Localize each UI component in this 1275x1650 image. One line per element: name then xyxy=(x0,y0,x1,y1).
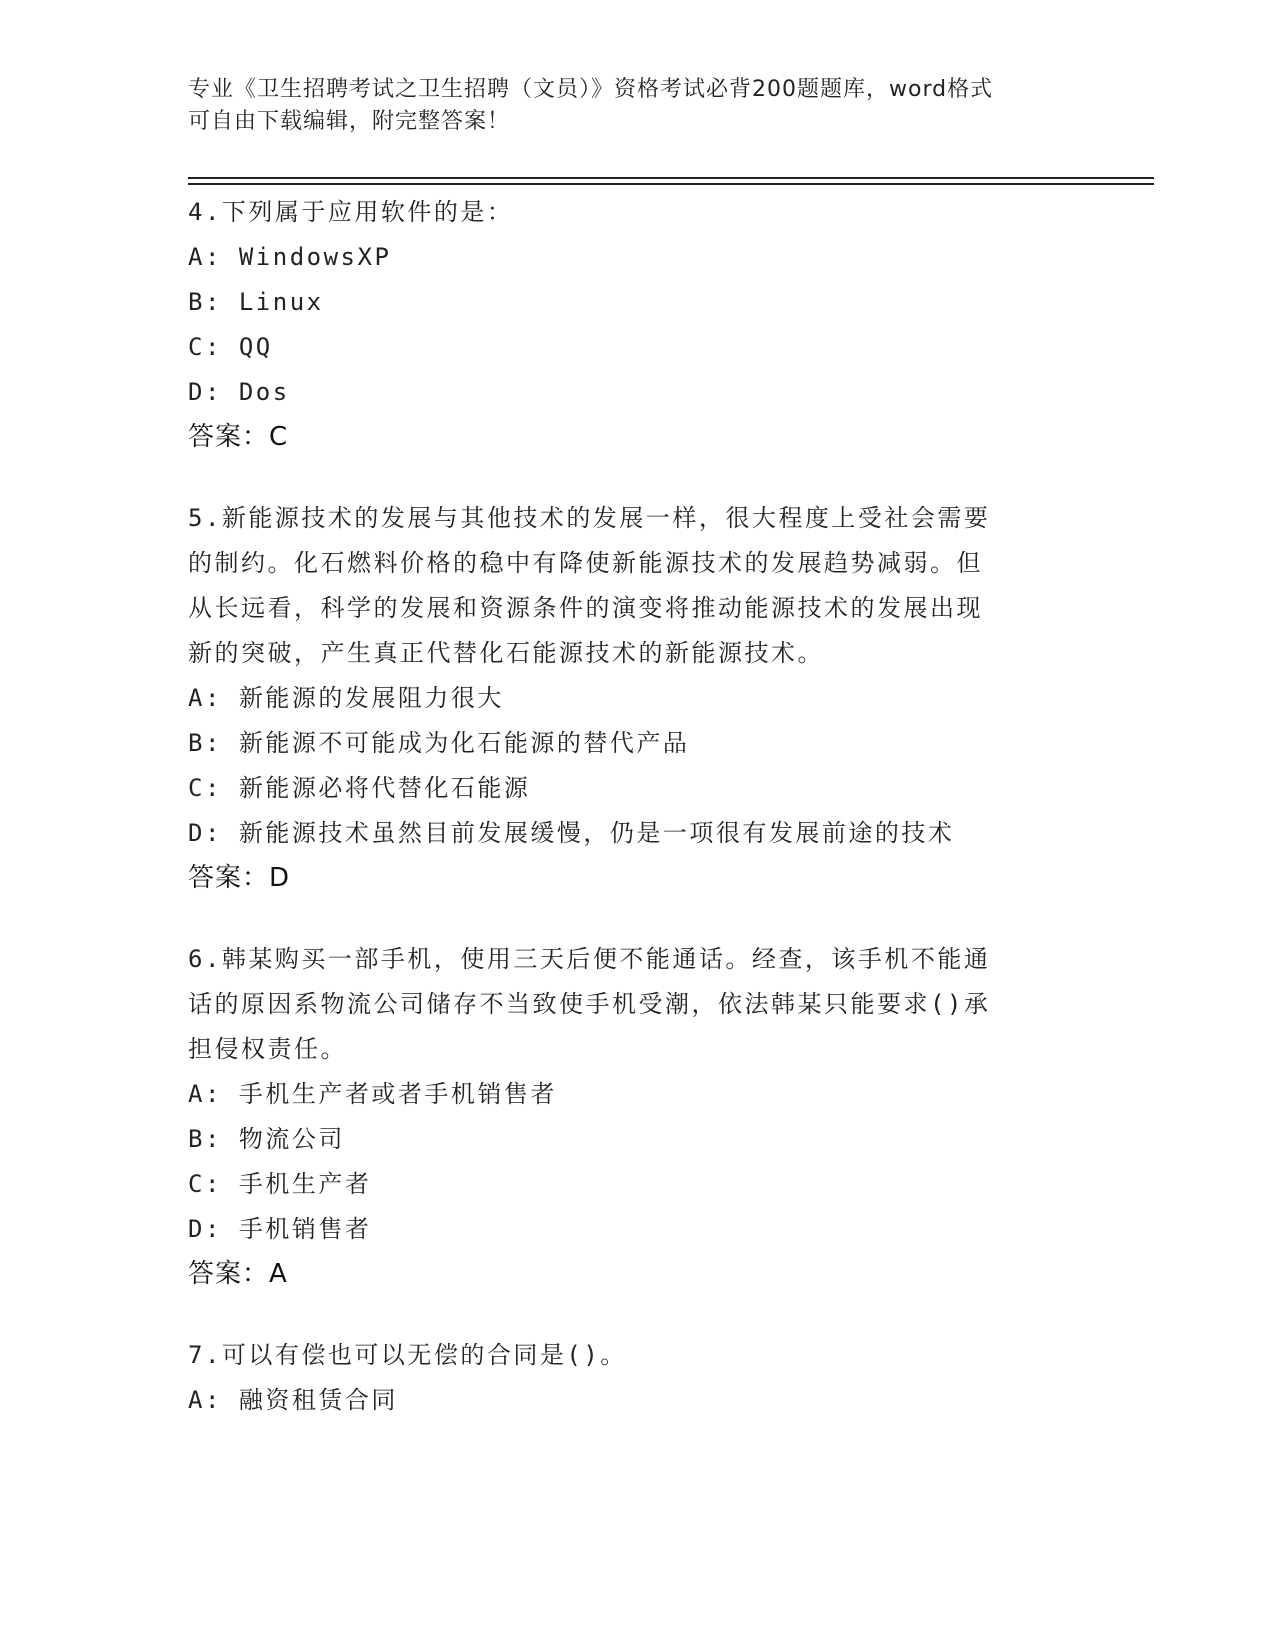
question-text: 从长远看，科学的发展和资源条件的演变将推动能源技术的发展出现 xyxy=(188,594,983,622)
question-text: 7.可以有偿也可以无偿的合同是()。 xyxy=(188,1341,627,1369)
question-5 xyxy=(188,496,1068,901)
question-7 xyxy=(188,1333,1068,1423)
option-b: B: Linux xyxy=(188,288,324,316)
question-4 xyxy=(188,190,1068,460)
question-text: 新的突破，产生真正代替化石能源技术的新能源技术。 xyxy=(188,639,824,667)
option-d: D: 手机销售者 xyxy=(188,1215,372,1243)
option-c: C: QQ xyxy=(188,333,273,361)
question-list xyxy=(188,190,1068,1459)
option-a: A: 手机生产者或者手机销售者 xyxy=(188,1080,557,1108)
option-c: C: 手机生产者 xyxy=(188,1170,372,1198)
option-d: D: 新能源技术虽然目前发展缓慢，仍是一项很有发展前途的技术 xyxy=(188,819,955,847)
question-text: 话的原因系物流公司储存不当致使手机受潮，依法韩某只能要求()承 xyxy=(188,990,991,1018)
question-text: 担侵权责任。 xyxy=(188,1035,347,1063)
question-6 xyxy=(188,937,1068,1297)
option-d: D: Dos xyxy=(188,378,290,406)
answer: 答案：C xyxy=(188,422,289,452)
option-a: A: 新能源的发展阻力很大 xyxy=(188,684,504,712)
header-divider-top xyxy=(188,177,1154,179)
option-a: A: 融资租赁合同 xyxy=(188,1386,398,1414)
question-text: 4.下列属于应用软件的是： xyxy=(188,198,514,226)
document-header xyxy=(188,74,1068,138)
question-text: 的制约。化石燃料价格的稳中有降使新能源技术的发展趋势减弱。但 xyxy=(188,549,983,577)
header-divider-bottom xyxy=(188,183,1154,185)
header-line-1: 专业《卫生招聘考试之卫生招聘（文员）》资格考试必背200题题库，word格式 xyxy=(188,77,994,102)
option-b: B: 新能源不可能成为化石能源的替代产品 xyxy=(188,729,690,757)
option-c: C: 新能源必将代替化石能源 xyxy=(188,774,531,802)
answer: 答案：A xyxy=(188,1259,288,1289)
option-b: B: 物流公司 xyxy=(188,1125,345,1153)
question-text: 6.韩某购买一部手机，使用三天后便不能通话。经查，该手机不能通 xyxy=(188,945,991,973)
option-a: A: WindowsXP xyxy=(188,243,392,271)
header-line-2: 可自由下载编辑，附完整答案！ xyxy=(188,109,511,134)
question-text: 5.新能源技术的发展与其他技术的发展一样，很大程度上受社会需要 xyxy=(188,504,991,532)
answer: 答案：D xyxy=(188,863,291,893)
